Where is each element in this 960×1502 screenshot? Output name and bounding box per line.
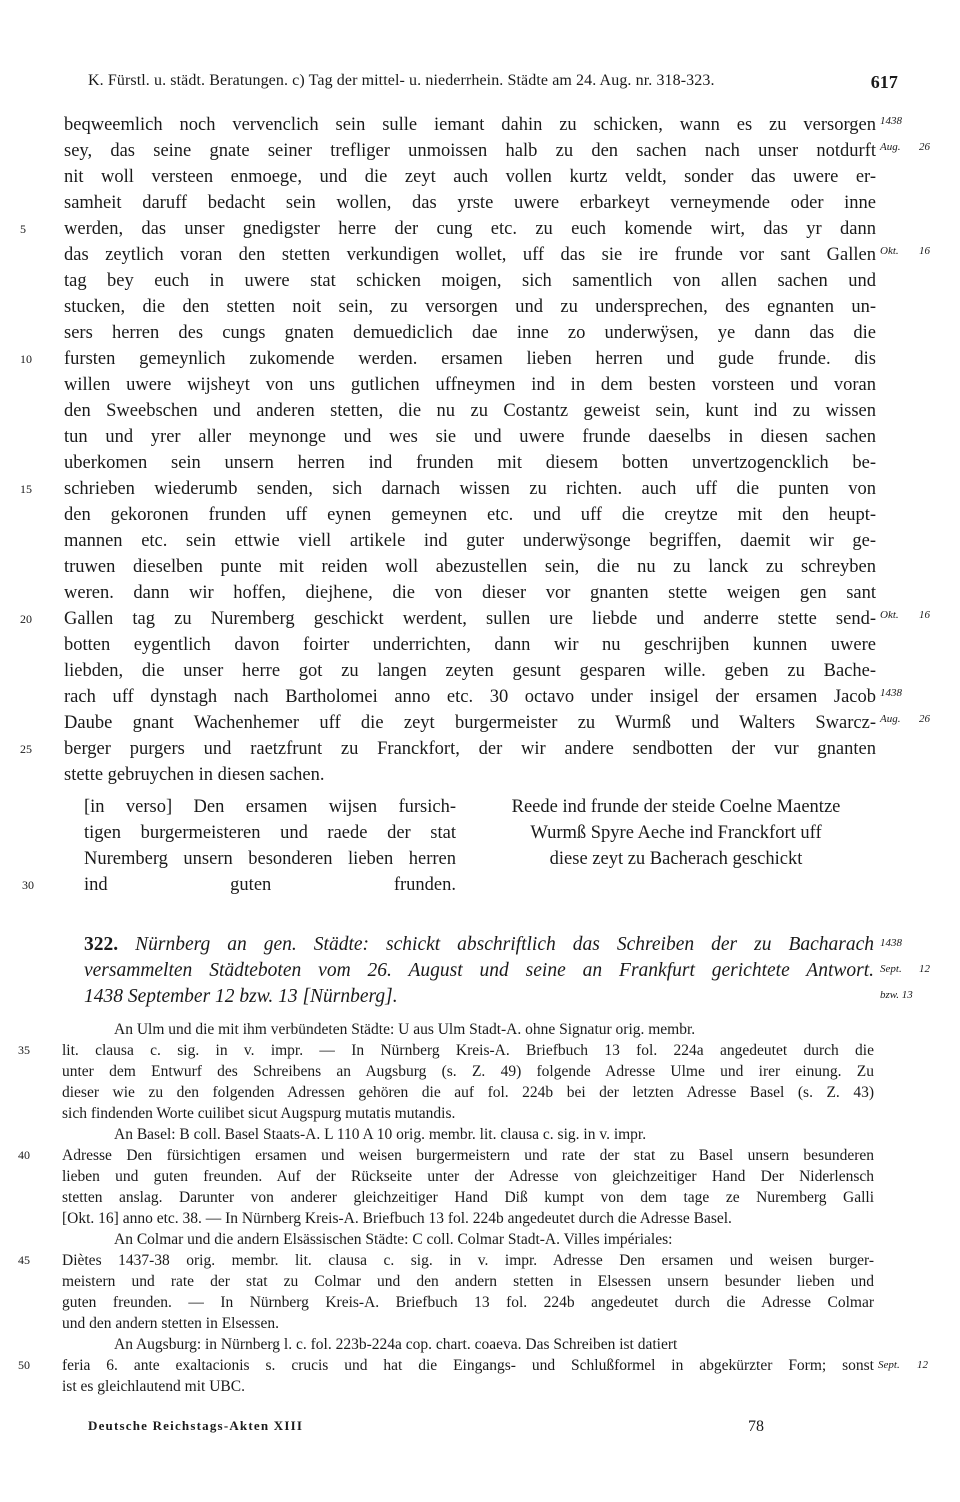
address-line: Wurmß Spyre Aeche ind Franckfort uff (530, 823, 822, 843)
note-line-text: stetten anslag. Darunter von anderer gleichzeitiger Hand Diß kumpt von dem tage ze Nuremberg Galli (62, 1189, 874, 1206)
body-line-text: botten eygentlich davon foirter underrichten, dann wir nu geschrijben kunnen uwere (64, 635, 876, 655)
note-line (62, 1103, 874, 1124)
address-left (22, 794, 456, 898)
body-line-text: mannen etc. sein ettwie viell artikele ind guter underwÿsonge begriffen, daemit wir ge- (64, 531, 876, 551)
line-number: 45 (18, 1253, 30, 1267)
body-line (64, 762, 876, 788)
body-line-text: Gallen tag zu Nuremberg geschickt werdent, sullen ure liebde und anderre stette send- (64, 609, 876, 629)
body-line (64, 372, 876, 398)
note-line-text: und den andern stetten in Elsessen. (62, 1315, 279, 1332)
body-line-text: liebden, die unser herre got zu langen zeyten gesunt gesparen wille. geben zu Bache- (64, 661, 876, 681)
note-line (62, 1334, 874, 1355)
body-line (20, 346, 876, 372)
line-number: 15 (20, 482, 32, 496)
body-line-text: sers herren des cungs gnaten demuediclich dae inne zo underwÿsen, ye dann das die (64, 323, 876, 343)
body-line (64, 294, 876, 320)
margin-date: Okt. 16 (880, 609, 930, 621)
margin-date: Aug. 26 (880, 141, 930, 153)
note-line-text: sich findenden Worte cuilibet sicut Augspurg mutatis mutandis. (62, 1105, 456, 1122)
line-number: 5 (20, 222, 26, 236)
body-line-text: den gekoronen frunden uff eynen gemeynen etc. und uff die creytze mit den heupt- (64, 505, 876, 525)
line-number: 35 (18, 1043, 30, 1057)
address-line: diese zeyt zu Bacherach geschickt (549, 849, 803, 869)
body-line-text: fursten gemeynlich zukomende werden. ersamen lieben herren und gude frunde. dis (64, 349, 876, 369)
address-line: Reede ind frunde der steide Coelne Maentze (511, 797, 841, 817)
running-header (88, 72, 898, 92)
body-line-text: tag bey euch in uwere stat schicken moigen, sich samentlich von allen sachen und (64, 271, 876, 291)
note-line (18, 1355, 928, 1376)
note-line (62, 1082, 874, 1103)
page-footer (88, 1418, 878, 1434)
line-number: 40 (18, 1148, 30, 1162)
body-line (20, 606, 930, 632)
note-line-text: An Basel: B coll. Basel Staats-A. L 110 A 10 orig. membr. lit. clausa c. sig. in v. impr. (114, 1126, 647, 1143)
heading-line (84, 958, 930, 984)
note-line (62, 1166, 874, 1187)
note-line-text: lieben und guten freunden. Auf der Rückseite unter der Adresse von gleichzeitiger Hand Der Niderlensch (62, 1168, 874, 1185)
body-line-text: stucken, die den stetten noit sein, zu versorgen und zu undersprechen, des egnanten un- (64, 297, 876, 317)
body-line (64, 398, 876, 424)
body-line (64, 580, 876, 606)
note-line-text: [Okt. 16] anno etc. 38. — In Nürnberg Kreis-A. Briefbuch 13 fol. 224b angedeutet durch die Adresse Basel. (62, 1210, 732, 1227)
note-line-text: Diètes 1437-38 orig. membr. lit. clausa c. sig. in v. impr. Adresse Den ersamen und weisen burger- (62, 1252, 874, 1269)
note-line-text: ist es gleichlautend mit UBC. (62, 1378, 245, 1395)
body-line-text: stette gebruychen in diesen sachen. (64, 765, 325, 785)
heading-text: Nürnberg an gen. Städte: schickt abschriftlich das Schreiben der zu Bacharach (135, 934, 875, 955)
line-number: 30 (22, 878, 34, 892)
note-line-text: meistern und rate der stat zu Colmar und den andern stetten in Elsessen unsern besunder lieben und (62, 1273, 874, 1290)
body-line (64, 710, 930, 736)
margin-date: 1438 (880, 687, 902, 699)
series-title: Deutsche Reichstags-Akten XIII (88, 1418, 304, 1433)
note-line (62, 1061, 874, 1082)
body-line-text: rach uff dynstagh nach Bartholomei anno etc. 30 octavo under insigel der ersamen Jacob (64, 687, 876, 707)
note-line-text: Adresse Den fürsichtigen ersamen und weisen burgermeistern und rate der stat zu Basel unsern besunderen (62, 1147, 874, 1164)
heading-text: 1438 September 12 bzw. 13 [Nürnberg]. (84, 986, 398, 1007)
body-line (20, 736, 876, 762)
sheet-signature: 78 (748, 1418, 764, 1435)
note-line-text: guten freunden. — In Nürnberg Kreis-A. Briefbuch 13 fol. 224b angedeutet durch die Adresse Colmar (62, 1294, 874, 1311)
margin-date: Aug. 26 (880, 713, 930, 725)
body-line-text: nit woll versteen enmoege, und die zeyt auch vollen kurtz veldt, sonder das uwere er- (64, 167, 876, 187)
body-line-text: das zeytlich voran den stetten verkundigen wollet, uff das sie ire frunde vor sant Gallen (64, 245, 876, 265)
page-number: 617 (870, 72, 898, 92)
body-line (64, 242, 930, 268)
heading-text: versammelten Städteboten vom 26. August und seine an Frankfurt gerichtete Antwort. (84, 960, 874, 981)
note-line-text: feria 6. ante exaltacionis s. crucis und hat die Eingangs- und Schlußformel in abgekürzter Form; sonst (62, 1357, 874, 1374)
body-line (64, 450, 876, 476)
line-number: 20 (20, 612, 32, 626)
body-line (64, 632, 876, 658)
body-line-text: Daube gnant Wachenhemer uff die zeyt burgermeister zu Wurmß und Walters Swarcz- (64, 713, 876, 733)
body-line (20, 476, 876, 502)
body-line (64, 528, 876, 554)
document-number: 322. (84, 934, 119, 955)
note-line (62, 1292, 874, 1313)
body-line-text: uberkomen sein unsern herren ind frunden mit diesem botten unvertzogencklich be- (64, 453, 876, 473)
note-line-text: lit. clausa c. sig. in v. impr. — In Nürnberg Kreis-A. Briefbuch 13 fol. 224a angedeutet durch die (62, 1042, 874, 1059)
body-line-text: willen uwere wijsheyt von uns gutlichen uffneymen ind in dem besten vorsteen und voran (64, 375, 876, 395)
body-line (64, 190, 876, 216)
body-line-text: sey, das seine gnate seiner trefliger unmoissen halb zu den sachen nach unser notdurft (64, 141, 876, 161)
body-line-text: truwen dieselben punte mit reiden woll abezustellen sein, die nu zu lanck zu schreyben (64, 557, 876, 577)
note-line (62, 1019, 874, 1040)
body-line (20, 216, 876, 242)
note-line (62, 1187, 874, 1208)
margin-date: Sept. 12 (880, 963, 930, 975)
note-line (62, 1208, 874, 1229)
margin-date: bzw. 13 (880, 989, 913, 1001)
body-line-text: schrieben wiederumb senden, sich darnach wissen zu richten. auch uff die punten von (64, 479, 876, 499)
document-heading (84, 932, 930, 1010)
margin-date: 1438 (880, 937, 902, 949)
note-line-text: dieser wie zu den folgenden Adressen gehören die auf fol. 224b bei der letzten Adresse Basel (s. Z. 43) (62, 1084, 874, 1101)
body-line-text: beqweemlich noch vervenclich sein sulle iemant dahin zu schicken, wann es zu versorgen (64, 115, 876, 135)
body-line (64, 502, 876, 528)
address-line: [in verso] Den ersamen wijsen fursich- (84, 797, 456, 817)
body-line-text: den Sweebschen und anderen stetten, die nu zu Costantz geweist sein, kunt ind zu wissen (64, 401, 876, 421)
margin-date: 1438 (880, 115, 902, 127)
body-line-text: werden, das unser gnedigster herre der cung etc. zu euch komende wirt, das yr dann (64, 219, 876, 239)
note-line (62, 1376, 874, 1397)
body-line-text: weren. dann wir hoffen, diejhene, die von dieser vor gnanten stette weigen gen sant (64, 583, 876, 603)
heading-line (84, 984, 913, 1010)
body-line (64, 138, 930, 164)
address-line: Nuremberg unsern besonderen lieben herren (84, 849, 456, 869)
body-line (64, 164, 876, 190)
body-line-text: samheit daruff bedacht sein wollen, das yrste uwere erbarkeyt verneymende oder inne (64, 193, 876, 213)
line-number: 10 (20, 352, 32, 366)
letter-body (20, 112, 930, 788)
body-line-text: berger purgers und raetzfrunt zu Franckfort, der wir andere sendbotten der vur gnanten (64, 739, 876, 759)
heading-line (84, 932, 902, 958)
body-line (64, 112, 902, 138)
body-line (64, 684, 902, 710)
note-line-text: unter dem Entwurf des Schreibens an Augsburg (s. Z. 49) folgende Adresse Ulme und irer einung. Zu (62, 1063, 874, 1080)
note-line (62, 1229, 874, 1250)
body-line (64, 268, 876, 294)
margin-date: Okt. 16 (880, 245, 930, 257)
note-line-text: An Augsburg: in Nürnberg l. c. fol. 223b-224a cop. chart. coaeva. Das Schreiben ist datiert (114, 1336, 678, 1353)
body-line (64, 424, 876, 450)
margin-date: Sept. 12 (878, 1359, 928, 1371)
address-line: ind guten frunden. 30 (84, 872, 456, 898)
line-number: 50 (18, 1358, 30, 1372)
note-line (18, 1145, 874, 1166)
line-number: 25 (20, 742, 32, 756)
note-line (18, 1250, 874, 1271)
body-line (64, 320, 876, 346)
note-line-text: An Ulm und die mit ihm verbündeten Städte: U aus Ulm Stadt-A. ohne Signatur orig. membr. (114, 1021, 696, 1038)
address-line: tigen burgermeisteren und raede der stat (84, 823, 456, 843)
address-right (478, 794, 874, 872)
note-line (62, 1271, 874, 1292)
source-notes (18, 1019, 928, 1397)
body-line (64, 658, 876, 684)
note-line (18, 1040, 874, 1061)
note-line (62, 1124, 874, 1145)
body-line-text: tun und yrer aller meynonge und wes sie und uwere frunde daeselbs in diesen sachen (64, 427, 876, 447)
note-line (62, 1313, 874, 1334)
running-title: K. Fürstl. u. städt. Beratungen. c) Tag der mittel- u. niederrhein. Städte am 24. Aug. nr. 318-323. (88, 72, 715, 89)
note-line-text: An Colmar und die andern Elsässischen Städte: C coll. Colmar Stadt-A. Villes impériales: (114, 1231, 673, 1248)
body-line (64, 554, 876, 580)
